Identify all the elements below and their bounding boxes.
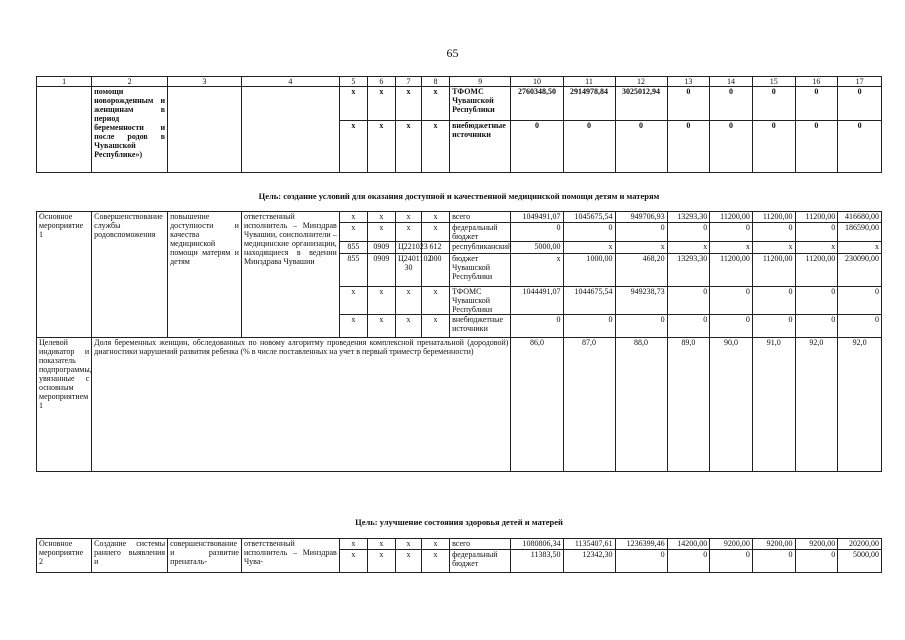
cell-amount: 0 [752,223,795,242]
cell-razdel: х [367,539,395,550]
cell-amount: 0 [667,223,710,242]
cell-amount: 949706,93 [615,212,667,223]
cell-amount: 0 [667,121,710,173]
cell-amount: х [752,242,795,254]
cell-amount: 0 [563,223,615,242]
cell-amount: 1080806,34 [511,539,563,550]
cell-funding-source: бюджет Чувашской Республики [450,254,511,287]
cell-amount: 0 [752,287,795,315]
cell-grbs: х [339,315,367,338]
cell-indicator-value: 89,0 [667,338,710,472]
cell-amount: 2914978,84 [563,87,615,121]
cell-grbs: х [339,223,367,242]
cell-indicator-value: 88,0 [615,338,667,472]
cell-program-name: помощи новорожденным и женщинам в период беременности и после родов в Чувашской Республике») [92,87,168,173]
cell-amount: 0 [511,223,563,242]
cell-amount: х [615,242,667,254]
cell-indicator-value: 90,0 [710,338,753,472]
column-number: 4 [241,77,339,87]
cell-amount: 11200,00 [710,212,753,223]
column-number: 1 [37,77,92,87]
cell-amount: 0 [752,121,795,173]
cell-amount: 0 [710,315,753,338]
cell-amount: 0 [615,223,667,242]
column-number: 7 [395,77,421,87]
cell-amount: 1044675,54 [563,287,615,315]
cell-target-article: х [395,212,421,223]
cell-amount: 0 [795,315,838,338]
cell-indicator-value: 91,0 [752,338,795,472]
cell-grbs: 855 [339,242,367,254]
budget-table-continuation [36,76,882,173]
table-row [37,212,882,223]
cell-amount: х [563,242,615,254]
cell-razdel: 0909 [367,242,395,254]
goal-heading-2: Цель: улучшение состояния здоровья детей и матерей [355,517,563,527]
column-number: 17 [838,77,882,87]
cell-amount: 186590,00 [838,223,882,242]
cell-funding-source: внебюджетные источники [450,121,511,173]
column-number: 14 [710,77,753,87]
cell-amount: 0 [511,121,563,173]
cell-amount: х [795,242,838,254]
cell-event-type: Основное мероприятие 2 [37,539,92,573]
cell-funding-source: всего [450,212,511,223]
cell-indicator-value: 92,0 [795,338,838,472]
cell-event-executor: ответственный исполнитель – Минздрав Чува- [241,539,339,573]
cell-target-article: х [395,287,421,315]
cell-amount: 11200,00 [795,212,838,223]
cell-razdel: 0909 [367,254,395,287]
cell-grbs: х [339,121,367,173]
cell-amount: х [511,254,563,287]
cell-amount: 11200,00 [752,212,795,223]
column-number: 8 [421,77,449,87]
cell-amount: 0 [838,87,882,121]
cell-empty [37,87,92,173]
cell-amount: 20200,00 [838,539,882,550]
cell-expense-type: х [421,315,449,338]
cell-amount: 9200,00 [795,539,838,550]
cell-expense-type: х [421,212,449,223]
cell-target-article: Ц2401102 30 [395,254,421,287]
cell-grbs: х [339,539,367,550]
cell-empty [168,87,242,173]
cell-amount: 0 [615,315,667,338]
cell-expense-type: х [421,287,449,315]
cell-razdel: х [367,87,395,121]
cell-expense-type: х [421,550,449,573]
cell-amount: 0 [795,287,838,315]
cell-target-article: х [395,121,421,173]
cell-razdel: х [367,550,395,573]
cell-amount: 0 [838,121,882,173]
page-number: 65 [446,46,459,60]
cell-expense-type: х [421,539,449,550]
cell-amount: 0 [511,315,563,338]
cell-funding-source: ТФОМС Чувашской Республики [450,287,511,315]
cell-amount: 0 [710,550,753,573]
cell-target-article: х [395,87,421,121]
cell-amount: 0 [710,287,753,315]
indicator-row [37,338,882,472]
cell-razdel: х [367,223,395,242]
cell-target-article: Ц221023 [395,242,421,254]
cell-amount: 468,20 [615,254,667,287]
cell-amount: 11200,00 [710,254,753,287]
cell-amount: 0 [838,315,882,338]
cell-amount: 0 [752,550,795,573]
column-number: 11 [563,77,615,87]
cell-amount: 11383,50 [511,550,563,573]
cell-amount: 13293,30 [667,212,710,223]
cell-funding-source: республиканский [450,242,511,254]
cell-grbs: х [339,87,367,121]
cell-amount: х [710,242,753,254]
cell-amount: 13293,30 [667,254,710,287]
cell-amount: 3025012,94 [615,87,667,121]
cell-amount: 1045675,54 [563,212,615,223]
cell-amount: 0 [795,550,838,573]
cell-razdel: х [367,287,395,315]
cell-event-executor: ответственный исполнитель – Минздрав Чувашии, соисполнители – медицинские организации, находящиеся в ведении Минздрава Чувашии [241,212,339,338]
cell-amount: 0 [710,223,753,242]
column-number: 13 [667,77,710,87]
cell-event-name: Совершенствование службы родовспоможения [92,212,168,338]
cell-amount: 0 [752,87,795,121]
cell-amount: 0 [563,121,615,173]
cell-amount: 9200,00 [752,539,795,550]
cell-razdel: х [367,121,395,173]
cell-target-article: х [395,539,421,550]
budget-table-event-1 [36,211,882,472]
cell-amount: 416680,00 [838,212,882,223]
cell-amount: 11200,00 [752,254,795,287]
cell-amount: 9200,00 [710,539,753,550]
cell-target-article: х [395,315,421,338]
cell-amount: 1049491,07 [511,212,563,223]
cell-amount: 0 [615,550,667,573]
cell-grbs: х [339,212,367,223]
cell-amount: 1000,00 [563,254,615,287]
cell-amount: 5000,00 [511,242,563,254]
cell-amount: 0 [615,121,667,173]
cell-amount: 0 [710,87,753,121]
cell-expense-type: 612 [421,242,449,254]
cell-indicator-value: 86,0 [511,338,563,472]
cell-amount: х [838,242,882,254]
budget-table-event-2 [36,538,882,573]
cell-indicator-text: Доля беременных женщин, обследованных по новому алгоритму проведения комплексной пренатальной (дородовой) диагностики нарушений развития ребенка (% в числе поставленных на учет в первый триместр беременности) [92,338,511,472]
cell-amount: 0 [752,315,795,338]
cell-amount: 1135407,61 [563,539,615,550]
cell-amount: 11200,00 [795,254,838,287]
cell-target-article: х [395,223,421,242]
cell-event-result: совершенствование и развитие пренаталь- [168,539,242,573]
cell-target-article: х [395,550,421,573]
cell-event-name: Создание системы раннего выявления и [92,539,168,573]
cell-amount: 2760348,50 [511,87,563,121]
cell-indicator-value: 92,0 [838,338,882,472]
cell-amount: 949238,73 [615,287,667,315]
cell-funding-source: ТФОМС Чувашской Республики [450,87,511,121]
column-number: 15 [752,77,795,87]
column-number: 12 [615,77,667,87]
column-number: 6 [367,77,395,87]
cell-amount: 0 [795,121,838,173]
cell-funding-source: федеральный бюджет [450,223,511,242]
cell-funding-source: федеральный бюджет [450,550,511,573]
cell-amount: 0 [710,121,753,173]
cell-amount: 0 [667,87,710,121]
cell-razdel: х [367,315,395,338]
cell-indicator-value: 87,0 [563,338,615,472]
column-number: 16 [795,77,838,87]
cell-grbs: х [339,287,367,315]
column-number: 3 [168,77,242,87]
cell-amount: 12342,30 [563,550,615,573]
cell-expense-type: х [421,87,449,121]
cell-indicator-label: Целевой индикатор и показатель подпрограммы, увязанные с основным мероприятием 1 [37,338,92,472]
cell-funding-source: всего [450,539,511,550]
cell-amount: 0 [795,223,838,242]
cell-razdel: х [367,212,395,223]
cell-event-type: Основное мероприятие 1 [37,212,92,338]
column-number: 5 [339,77,367,87]
cell-amount: х [667,242,710,254]
cell-amount: 0 [838,287,882,315]
cell-funding-source: внебюджетные источники [450,315,511,338]
column-number-row [37,77,882,87]
cell-amount: 230090,00 [838,254,882,287]
cell-empty [241,87,339,173]
cell-expense-type: х [421,121,449,173]
cell-grbs: 855 [339,254,367,287]
cell-expense-type: 000 [421,254,449,287]
cell-expense-type: х [421,223,449,242]
cell-grbs: х [339,550,367,573]
goal-heading-1: Цель: создание условий для оказания доступной и качественной медицинской помощи детям и матерям [258,191,660,201]
cell-amount: 0 [563,315,615,338]
cell-amount: 0 [667,315,710,338]
cell-amount: 0 [667,550,710,573]
cell-amount: 1044491,07 [511,287,563,315]
column-number: 2 [92,77,168,87]
column-number: 9 [450,77,511,87]
cell-amount: 1236399,46 [615,539,667,550]
cell-amount: 5000,00 [838,550,882,573]
cell-amount: 0 [667,287,710,315]
table-row [37,539,882,550]
cell-amount: 14200,00 [667,539,710,550]
cell-event-result: повышение доступности и качества медицинской помощи матерям и детям [168,212,242,338]
cell-amount: 0 [795,87,838,121]
table-row [37,87,882,121]
column-number: 10 [511,77,563,87]
